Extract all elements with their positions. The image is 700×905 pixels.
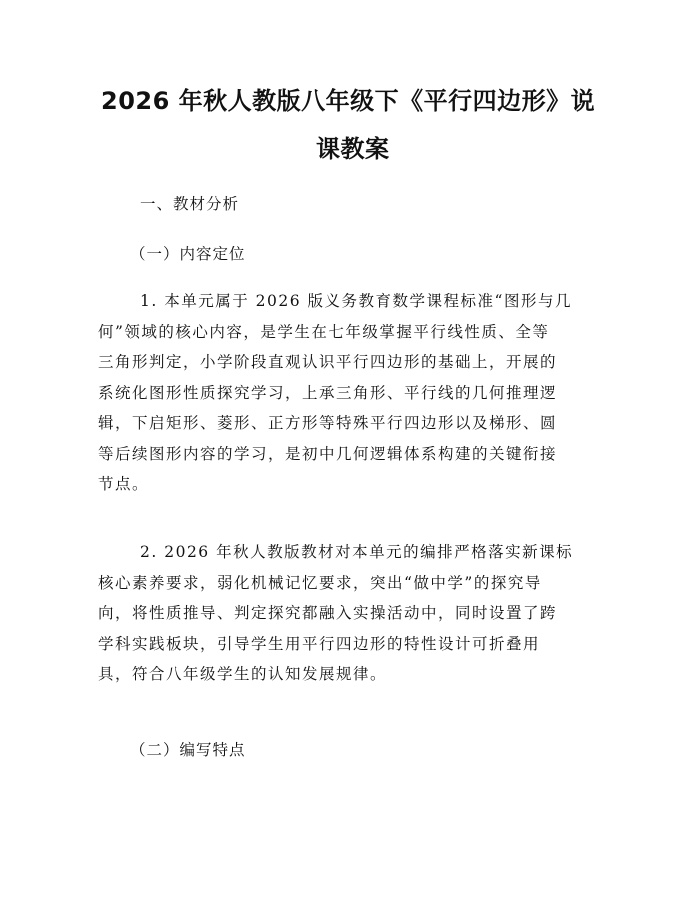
section-heading-teaching-material-analysis: 一、教材分析 [140,195,240,213]
paragraph-2-line: 2. 2026 年秋人教版教材对本单元的编排严格落实新课标 [140,543,574,561]
paragraph-2-line: 向，将性质推导、判定探究都融入实操活动中，同时设置了跨 [98,604,558,622]
subsection-heading-writing-features: （二）编写特点 [130,741,246,759]
paragraph-2 [98,537,608,690]
subsection-heading-content-positioning: （一）内容定位 [130,245,246,263]
paragraph-1 [98,286,608,500]
paragraph-2-line: 学科实践板块，引导学生用平行四边形的特性设计可折叠用 [98,634,541,653]
paragraph-2-line: 具，符合八年级学生的认知发展规律。 [98,665,388,683]
paragraph-1-line: 节点。 [98,475,150,493]
paragraph-1-line: 何”领域的核心内容，是学生在七年级掌握平行线性质、全等 [98,322,550,341]
paragraph-2-line: 核心素养要求，弱化机械记忆要求，突出“做中学”的探究导 [98,573,542,592]
paragraph-1-line: 1. 本单元属于 2026 版义务教育数学课程标准“图形与几 [140,292,572,310]
paragraph-1-line: 三角形判定，小学阶段直观认识平行四边形的基础上，开展的 [98,353,558,371]
document-title-line-1: 2026 年秋人教版八年级下《平行四边形》说 [101,87,596,115]
paragraph-1-line: 等后续图形内容的学习，是初中几何逻辑体系构建的关键衔接 [98,444,558,463]
paragraph-1-line: 系统化图形性质探究学习，上承三角形、平行线的几何推理逻 [98,383,558,402]
paragraph-1-line: 辑，下启矩形、菱形、正方形等特殊平行四边形以及梯形、圆 [98,414,558,432]
document-title-line-2: 课教案 [316,135,390,163]
